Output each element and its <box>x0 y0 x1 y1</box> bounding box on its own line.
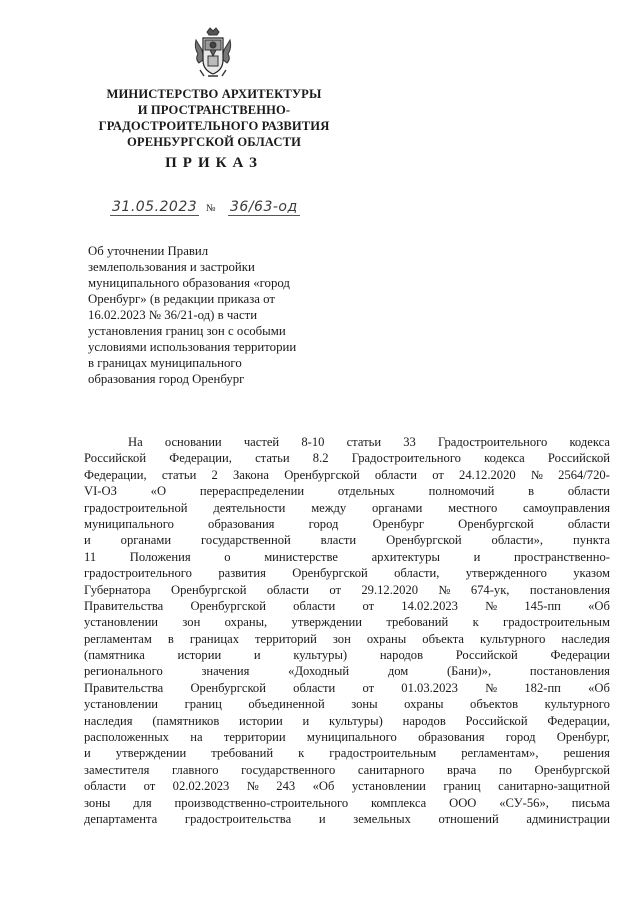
order-body-text <box>84 434 610 827</box>
body-word: и <box>473 549 481 564</box>
body-word: статьи <box>161 467 197 482</box>
body-word: указом <box>573 566 610 581</box>
body-word: Оренбургской <box>458 516 534 531</box>
body-word: частей <box>243 435 280 449</box>
body-line <box>84 434 610 450</box>
body-word: 29.12.2020 <box>361 582 419 597</box>
body-word: № <box>530 467 543 482</box>
body-word: охраны <box>404 697 444 712</box>
body-word: На <box>128 435 143 449</box>
body-word: дом <box>387 664 409 679</box>
body-word: утверждении <box>115 746 187 761</box>
body-word: и <box>253 648 261 663</box>
body-word: Федерации, <box>84 467 147 482</box>
body-word: области <box>567 484 610 499</box>
body-word: Оренбург <box>372 516 425 531</box>
body-line <box>84 729 610 745</box>
body-word: решения <box>563 746 610 761</box>
body-word: Федерации, <box>547 713 610 728</box>
body-word: кодекса <box>569 435 610 449</box>
body-word: комплекса <box>371 795 427 810</box>
subject-line: Оренбург» (в редакции приказа от <box>88 292 275 306</box>
body-word: градостроительной <box>84 500 188 515</box>
body-word: от <box>432 467 444 482</box>
body-word: регламентам», <box>461 746 539 761</box>
body-word: по <box>498 762 512 777</box>
body-word: органами <box>371 500 423 515</box>
subject-line: образования город Оренбург <box>88 372 245 386</box>
body-word: Оренбургской <box>292 566 368 581</box>
body-word: регионального <box>84 664 163 679</box>
body-word: 674-ук, <box>470 582 510 597</box>
body-word: заместителя <box>84 762 150 777</box>
body-word: муниципального <box>84 516 174 531</box>
body-word: № <box>438 582 451 597</box>
body-word: «Об <box>588 680 610 695</box>
ministry-line: ОРЕНБУРГСКОЙ ОБЛАСТИ <box>127 135 301 149</box>
body-word: образования <box>208 516 275 531</box>
body-word: 145-пп <box>524 598 561 613</box>
body-word: Российской <box>465 713 528 728</box>
body-word: Оренбургской <box>534 762 610 777</box>
body-word: постановления <box>529 664 610 679</box>
body-word: значения <box>201 664 250 679</box>
body-word: охраны, <box>224 615 268 630</box>
body-word: истории <box>177 648 222 663</box>
body-word: санитарно-защитной <box>498 779 610 794</box>
body-word: 2564/720- <box>558 467 610 482</box>
subject-line: условиями использования территории <box>88 340 297 354</box>
body-word: на <box>190 730 203 745</box>
body-word: город <box>505 730 536 745</box>
body-word: области, <box>394 566 440 581</box>
body-word: Оренбургской <box>190 680 266 695</box>
body-word: государственного <box>241 762 336 777</box>
body-word: статьи <box>346 435 382 449</box>
order-date: 31.05.2023 <box>112 199 198 215</box>
body-line <box>84 713 610 729</box>
body-word: полномочий <box>428 484 495 499</box>
body-word: № <box>246 779 259 794</box>
body-word: Федерации, <box>169 451 232 466</box>
body-line <box>84 467 610 483</box>
body-word: в <box>528 484 535 499</box>
body-word: Положения <box>129 549 191 564</box>
body-line <box>84 598 610 614</box>
body-line <box>84 680 610 696</box>
body-word: (памятника <box>84 648 145 663</box>
body-word: территорий <box>255 631 317 646</box>
body-word: области <box>84 779 127 794</box>
ministry-name <box>80 86 348 150</box>
body-word: администрации <box>526 811 610 826</box>
body-word: письма <box>571 795 610 810</box>
subject-line: установления границ зон с особыми <box>88 324 286 338</box>
body-word: государственной <box>200 533 291 548</box>
body-word: врача <box>447 762 477 777</box>
body-line <box>84 811 610 827</box>
body-line <box>84 483 610 499</box>
body-word: требований <box>386 615 449 630</box>
body-word: № <box>485 598 498 613</box>
body-word: (Бани)», <box>446 664 492 679</box>
body-word: и <box>84 746 91 761</box>
body-word: градостроительным <box>329 746 437 761</box>
body-word: наследия <box>561 631 610 646</box>
body-line <box>84 516 610 532</box>
body-word: градостроительным <box>503 615 610 630</box>
body-word: культуры) <box>293 648 348 663</box>
body-word: и <box>302 713 310 728</box>
number-sign: № <box>206 203 216 214</box>
body-word: градостроительного <box>84 566 192 581</box>
body-word: город <box>308 516 339 531</box>
body-word: постановления <box>529 582 610 597</box>
body-word: органами <box>120 533 172 548</box>
body-word: требований <box>211 746 274 761</box>
body-word: Оренбургской <box>190 598 266 613</box>
body-word: производственно-строительного <box>174 795 349 810</box>
body-word: истории <box>239 713 283 728</box>
body-word: утвержденного <box>465 566 547 581</box>
document-type: ПРИКАЗ <box>165 155 263 171</box>
body-word: расположенных <box>84 730 169 745</box>
body-word: установлении <box>351 779 426 794</box>
body-word: области <box>293 598 336 613</box>
body-word: Оренбургской <box>284 467 360 482</box>
body-line <box>84 614 610 630</box>
body-word: зон <box>182 615 201 630</box>
body-word: 11 <box>84 549 97 564</box>
body-line <box>84 647 610 663</box>
body-word: к <box>472 615 479 630</box>
ministry-line: МИНИСТЕРСТВО АРХИТЕКТУРЫ <box>106 87 322 101</box>
body-word: «СУ-56», <box>499 795 549 810</box>
body-word: культурного <box>480 631 546 646</box>
order-number: 36/63-од <box>230 199 298 215</box>
body-word: 02.02.2023 <box>172 779 230 794</box>
body-word: Федерации <box>550 648 610 663</box>
coat-of-arms-icon <box>190 26 236 82</box>
body-word: в <box>167 631 174 646</box>
body-word: отношений <box>438 811 499 826</box>
body-word: развития <box>218 566 266 581</box>
body-word: ООО <box>449 795 477 810</box>
body-word: области <box>293 680 336 695</box>
body-word: 2 <box>211 467 218 482</box>
body-word: Закона <box>232 467 269 482</box>
body-word: самоуправления <box>523 500 610 515</box>
body-line <box>84 762 610 778</box>
body-word: установлении <box>84 697 159 712</box>
body-word: 243 <box>276 779 296 794</box>
body-word: области <box>567 516 610 531</box>
body-word: 8-10 <box>301 435 325 449</box>
body-line <box>84 795 610 811</box>
body-word: зоны <box>351 697 378 712</box>
body-word: Российской <box>84 451 147 466</box>
body-word: от <box>143 779 156 794</box>
body-word: земельных <box>353 811 411 826</box>
body-line <box>84 549 610 565</box>
body-word: кодекса <box>484 451 525 466</box>
body-word: области <box>374 467 417 482</box>
body-word: для <box>133 795 152 810</box>
body-line <box>84 778 610 794</box>
body-word: границ <box>443 779 481 794</box>
body-word: деятельности <box>213 500 286 515</box>
body-word: Российской <box>547 451 610 466</box>
body-word: Оренбургской <box>386 533 462 548</box>
body-word: перераспределении <box>199 484 305 499</box>
body-word: регламентам <box>84 631 152 646</box>
body-word: архитектуры <box>371 549 440 564</box>
body-word: пункта <box>573 533 610 548</box>
body-word: Градостроительного <box>438 435 548 449</box>
ministry-line: И ПРОСТРАНСТВЕННО- <box>137 103 291 117</box>
subject-line: в границах муниципального <box>88 356 242 370</box>
body-word: от <box>362 680 375 695</box>
body-word: территории <box>223 730 286 745</box>
body-word: «Об <box>588 598 610 613</box>
body-word: Губернатора <box>84 582 151 597</box>
body-word: 182-пп <box>524 680 561 695</box>
body-word: 8.2 <box>312 451 329 466</box>
body-word: и <box>318 811 326 826</box>
body-line <box>84 631 610 647</box>
body-line <box>84 532 610 548</box>
body-word: Оренбург, <box>556 730 610 745</box>
body-word: «О <box>150 484 167 499</box>
body-word: отдельных <box>337 484 395 499</box>
body-word: VI-ОЗ <box>84 484 117 499</box>
body-word: 01.03.2023 <box>401 680 458 695</box>
body-word: области <box>266 582 309 597</box>
body-word: границ <box>184 697 222 712</box>
body-word: санитарного <box>357 762 425 777</box>
body-word: главного <box>172 762 219 777</box>
body-word: министерстве <box>264 549 338 564</box>
body-word: установлении <box>84 615 159 630</box>
body-line <box>84 696 610 712</box>
body-line <box>84 582 610 598</box>
body-word: зон <box>332 631 351 646</box>
body-word: между <box>311 500 347 515</box>
subject-line: муниципального образования «город <box>88 276 290 290</box>
body-word: образования <box>418 730 485 745</box>
body-line <box>84 745 610 761</box>
body-line <box>84 450 610 466</box>
body-line <box>84 663 610 679</box>
body-word: утверждении <box>291 615 363 630</box>
body-word: 33 <box>403 435 416 449</box>
body-line <box>84 565 610 581</box>
order-subject <box>88 243 388 387</box>
body-word: о <box>224 549 231 564</box>
body-word: Правительства <box>84 598 164 613</box>
body-word: народов <box>402 713 446 728</box>
body-word: «Об <box>312 779 335 794</box>
body-word: статьи <box>255 451 290 466</box>
body-word: Градостроительного <box>351 451 461 466</box>
subject-line: Об уточнении Правил <box>88 244 209 258</box>
body-word: 24.12.2020 <box>459 467 516 482</box>
body-word: «Доходный <box>288 664 350 679</box>
subject-line: землепользования и застройки <box>88 260 255 274</box>
body-word: народов <box>379 648 424 663</box>
body-word: муниципального <box>306 730 397 745</box>
body-word: и <box>84 533 91 548</box>
body-word: к <box>298 746 305 761</box>
body-word: градостроительства <box>184 811 292 826</box>
body-word: культуры) <box>329 713 383 728</box>
body-word: 14.02.2023 <box>401 598 458 613</box>
body-word: департамента <box>84 811 158 826</box>
body-word: основании <box>164 435 222 449</box>
body-word: Российской <box>455 648 518 663</box>
body-word: области», <box>491 533 544 548</box>
body-word: пространственно- <box>513 549 610 564</box>
body-word: № <box>485 680 498 695</box>
body-line <box>84 500 610 516</box>
ministry-line: ГРАДОСТРОИТЕЛЬНОГО РАЗВИТИЯ <box>98 119 330 133</box>
body-word: от <box>329 582 341 597</box>
body-word: (памятников <box>152 713 220 728</box>
body-word: Правительства <box>84 680 164 695</box>
body-word: границах <box>189 631 239 646</box>
body-word: власти <box>320 533 357 548</box>
body-word: культурного <box>544 697 610 712</box>
body-word: от <box>362 598 375 613</box>
body-word: Оренбургской <box>170 582 247 597</box>
body-word: объектов <box>470 697 519 712</box>
body-word: объединенной <box>248 697 325 712</box>
body-word: зоны <box>84 795 111 810</box>
subject-line: 16.02.2023 № 36/21-од) в части <box>88 308 258 322</box>
body-word: объекта <box>422 631 464 646</box>
body-word: наследия <box>84 713 133 728</box>
body-word: местного <box>448 500 498 515</box>
body-word: охраны <box>366 631 407 646</box>
